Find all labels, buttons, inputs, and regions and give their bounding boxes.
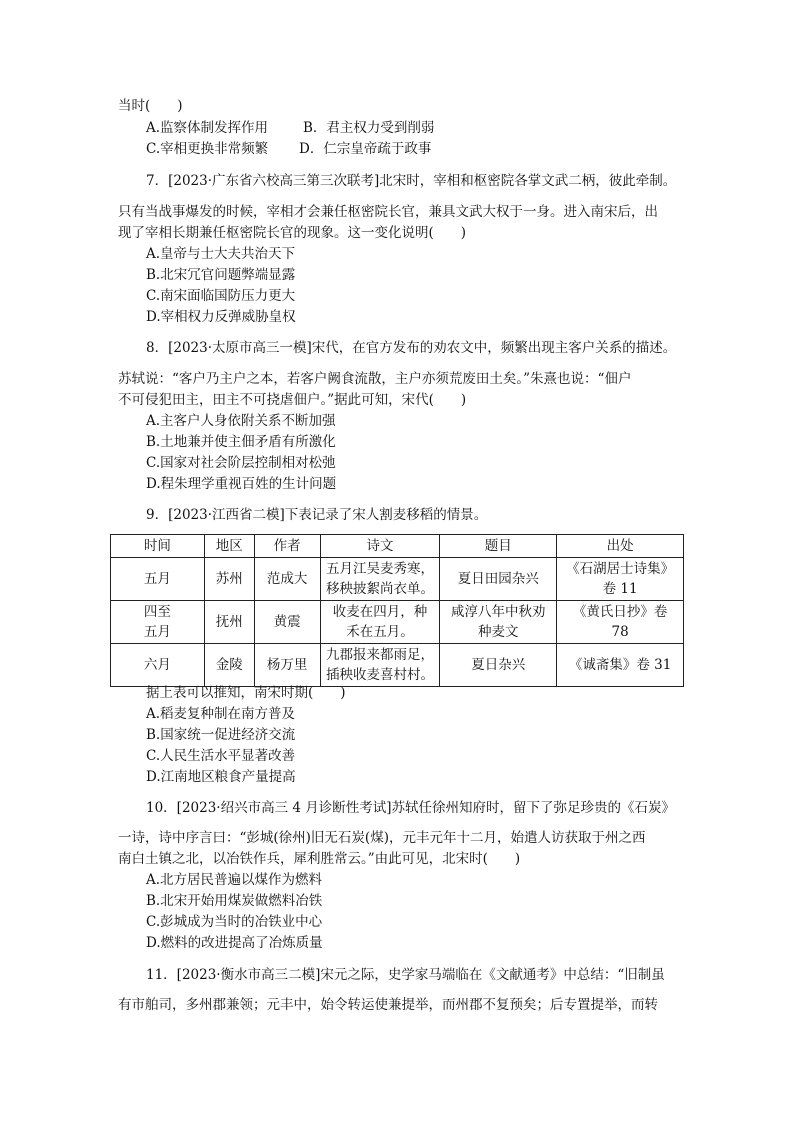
cell-text: 《石湖居士诗集》 — [566, 561, 675, 577]
cell-region: 抚州 — [204, 601, 254, 644]
q11-stem-line-1: 11．[2023·衡水市高三二模]宋元之际，史学家马端临在《文献通考》中总结：“旧制虽 — [146, 967, 665, 983]
header-region: 地区 — [204, 535, 254, 558]
q8-option-b: B.土地兼并使主佃矛盾有所激化 — [146, 434, 336, 450]
q9-option-a: A.稻麦复种制在南方普及 — [146, 706, 296, 722]
cell-text: 四至 — [143, 604, 171, 620]
q7-option-d: D.宰相权力反弹威胁皇权 — [146, 309, 296, 325]
cell-time — [111, 644, 205, 687]
header-time: 时间 — [111, 535, 205, 558]
cell-poem — [320, 644, 440, 687]
q6-option-b: B．君主权力受到削弱 — [303, 120, 435, 136]
cell-author: 杨万里 — [254, 644, 320, 687]
q10-option-a: A.北方居民普遍以煤作为燃料 — [146, 872, 323, 888]
cell-text: 夏日杂兴 — [471, 657, 526, 673]
cell-time — [111, 601, 205, 644]
q11-stem-line-2: 有市舶司，多州郡兼领；元丰中，始令转运使兼提举，而州郡不复预矣；后专置提举，而转 — [118, 997, 658, 1013]
q9-option-d: D.江南地区粮食产量提高 — [146, 769, 296, 785]
q6-option-c: C.宰相更换非常频繁 — [146, 141, 269, 157]
cell-text: 九郡报来都雨足， — [326, 647, 435, 663]
cell-title — [440, 644, 557, 687]
q8-option-d: D.程朱理学重视百姓的生计问题 — [146, 476, 337, 492]
q10-option-d: D.燃料的改进提高了冶炼质量 — [146, 935, 323, 951]
cell-text: 五月 — [143, 624, 171, 640]
cell-poem — [320, 601, 440, 644]
q7-option-c: C.南宋面临国防压力更大 — [146, 288, 296, 304]
q8-stem-line-1: 8．[2023·太原市高三一模]宋代，在官方发布的劝农文中，频繁出现主客户关系的描述。 — [146, 340, 677, 356]
q7-stem-line-1: 7．[2023·广东省六校高三第三次联考]北宋时，宰相和枢密院各掌文武二柄，彼此牵制。 — [146, 173, 677, 189]
q6-option-d: D．仁宗皇帝疏于政事 — [299, 141, 432, 157]
q6-stem-end: 当时( ) — [118, 98, 183, 114]
cell-text: 插秧收麦喜村村。 — [326, 667, 435, 683]
q9-option-c: C.人民生活水平显著改善 — [146, 748, 296, 764]
cell-poem — [320, 558, 440, 601]
q7-option-b: B.北宋冗官问题弊端显露 — [146, 267, 296, 283]
cell-region: 苏州 — [204, 558, 254, 601]
cell-source — [557, 644, 684, 687]
cell-author: 黄震 — [254, 601, 320, 644]
table-row — [111, 644, 684, 687]
q9-stem: 9．[2023·江西省二模]下表记录了宋人割麦移稻的情景。 — [146, 507, 488, 523]
q9-question: 据上表可以推知，南宋时期( ) — [146, 685, 346, 701]
cell-text: 《诚斋集》卷 31 — [568, 657, 672, 673]
cell-text: 移秧披絮尚衣单。 — [326, 581, 435, 597]
cell-text: 收麦在四月，种 — [332, 604, 428, 620]
cell-text: 夏日田园杂兴 — [457, 571, 539, 587]
cell-text: 禾在五月。 — [346, 624, 414, 640]
header-title: 题目 — [440, 535, 557, 558]
cell-title — [440, 558, 557, 601]
cell-text: 78 — [611, 624, 629, 640]
cell-text: 《黄氏日抄》卷 — [572, 604, 668, 620]
cell-text: 种麦文 — [478, 624, 519, 640]
table-row — [111, 601, 684, 644]
cell-text: 五月江吴麦秀寒， — [326, 561, 435, 577]
cell-title — [440, 601, 557, 644]
q8-option-c: C.国家对社会阶层控制相对松弛 — [146, 455, 336, 471]
q10-option-b: B.北宋开始用煤炭做燃料冶铁 — [146, 893, 323, 909]
harvest-table — [110, 534, 684, 687]
q7-stem-line-2: 只有当战事爆发的时候，宰相才会兼任枢密院长官，兼具文武大权于一身。进入南宋后，出 — [118, 204, 658, 220]
q7-stem-line-3: 现了宰相长期兼任枢密院长官的现象。这一变化说明( ) — [118, 225, 467, 241]
q10-stem-line-3: 南白土镇之北，以冶铁作兵，犀利胜常云。”由此可见，北宋时( ) — [118, 851, 521, 867]
cell-text: 咸淳八年中秋劝 — [451, 604, 546, 620]
cell-time — [111, 558, 205, 601]
q7-option-a: A.皇帝与士大夫共治天下 — [146, 246, 296, 262]
table-header-row — [111, 535, 684, 558]
cell-author: 范成大 — [254, 558, 320, 601]
q8-stem-line-2: 苏轼说：“客户乃主户之本，若客户阙食流散，主户亦须荒废田土矣。”朱熹也说：“佃户 — [118, 371, 632, 387]
table-row — [111, 558, 684, 601]
q10-stem-line-2: 一诗，诗中序言曰：“彭城(徐州)旧无石炭(煤)，元丰元年十二月，始遣人访获取于州之西 — [118, 830, 646, 846]
cell-text: 五月 — [143, 571, 171, 587]
q10-option-c: C.彭城成为当时的冶铁业中心 — [146, 914, 323, 930]
cell-region: 金陵 — [204, 644, 254, 687]
cell-source — [557, 558, 684, 601]
q8-option-a: A.主客户人身依附关系不断加强 — [146, 413, 336, 429]
header-poem: 诗文 — [320, 535, 440, 558]
q6-option-a: A.监察体制发挥作用 — [146, 120, 269, 136]
q10-stem-line-1: 10．[2023·绍兴市高三 4 月诊断性考试]苏轼任徐州知府时，留下了弥足珍贵的《石炭》 — [146, 800, 676, 816]
header-source: 出处 — [557, 535, 684, 558]
cell-source — [557, 601, 684, 644]
q9-option-b: B.国家统一促进经济交流 — [146, 727, 296, 743]
cell-text: 卷 11 — [602, 581, 638, 597]
header-author: 作者 — [254, 535, 320, 558]
q8-stem-line-3: 不可侵犯田主，田主不可挠虐佃户。”据此可知，宋代( ) — [118, 392, 467, 408]
cell-text: 六月 — [143, 657, 171, 673]
